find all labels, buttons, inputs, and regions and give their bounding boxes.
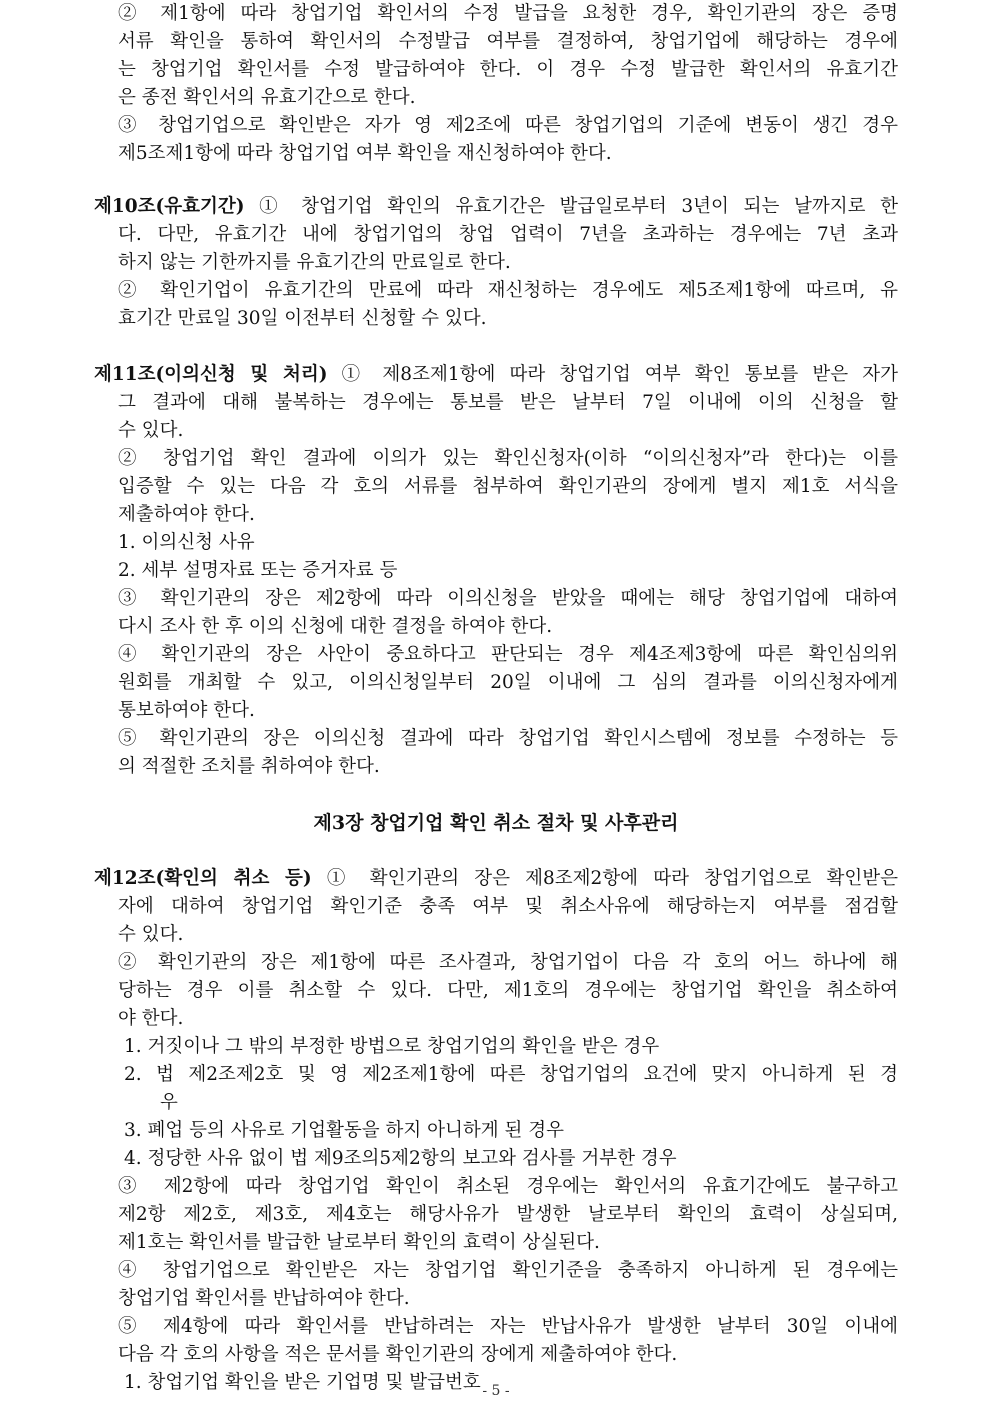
- article12-item-2: 2. 법 제2조제2호 및 영 제2조제1항에 따른 창업기업의 요건에 맞지 아니하게 된 경: [124, 1064, 898, 1085]
- article10-line-3: ② 확인기업이 유효기간의 만료에 따라 재신청하는 경우에도 제5조제1항에 따르며, 유: [118, 280, 898, 301]
- article12-line-10: 창업기업 확인서를 반납하여야 한다.: [118, 1288, 410, 1309]
- article12-first-line: [94, 865, 898, 893]
- article9-line-6: 제5조제1항에 따라 창업기업 여부 확인을 재신청하여야 한다.: [118, 143, 612, 164]
- article12-line-1: 자에 대하여 창업기업 확인기준 충족 여부 및 취소사유에 해당하는지 여부를 점검할: [118, 896, 898, 917]
- article9-line-2: 서류 확인을 통하여 확인서의 수정발급 여부를 결정하여, 창업기업에 해당하는 경우에: [118, 31, 898, 52]
- article12-line-6: ③ 제2항에 따라 창업기업 확인이 취소된 경우에는 확인서의 유효기간에도 불구하고: [118, 1176, 898, 1197]
- article10-line-4: 효기간 만료일 30일 이전부터 신청할 수 있다.: [118, 308, 487, 329]
- article12-title: 제12조(확인의 취소 등): [94, 868, 312, 889]
- article12-item-1: 1. 거짓이나 그 밖의 부정한 방법으로 창업기업의 확인을 받은 경우: [124, 1036, 660, 1057]
- article12-line-2: 수 있다.: [118, 924, 184, 945]
- article12-line-11: ⑤ 제4항에 따라 확인서를 반납하려는 자는 반납사유가 발생한 날부터 30일 이내에: [118, 1316, 898, 1337]
- article10-first-line: [94, 193, 898, 221]
- article12-line-3: ② 확인기관의 장은 제1항에 따른 조사결과, 창업기업이 다음 각 호의 어느 하나에 해: [118, 952, 898, 973]
- chapter-heading: 제3장 창업기업 확인 취소 절차 및 사후관리: [313, 812, 679, 834]
- article12-item-3: 3. 폐업 등의 사유로 기업활동을 하지 아니하게 된 경우: [124, 1120, 564, 1141]
- article10-line-2: 하지 않는 기한까지를 유효기간의 만료일로 한다.: [118, 252, 511, 273]
- article11-item-2: 2. 세부 설명자료 또는 증거자료 등: [118, 560, 398, 581]
- article11-line-4: 입증할 수 있는 다음 각 호의 서류를 첨부하여 확인기관의 장에게 별지 제1호 서식을: [118, 476, 898, 497]
- article11-line-13: ⑤ 확인기관의 장은 이의신청 결과에 따라 창업기업 확인시스템에 정보를 수정하는 등: [118, 728, 898, 749]
- article12-item-2-cont: 우: [160, 1092, 178, 1113]
- article10-line-1: 다. 다만, 유효기간 내에 창업기업의 창업 업력이 7년을 초과하는 경우에는 7년 초과: [118, 224, 898, 245]
- article9-line-4: 은 종전 확인서의 유효기간으로 한다.: [118, 87, 416, 108]
- article11-line-14: 의 적절한 조치를 취하여야 한다.: [118, 756, 380, 777]
- article11-item-1: 1. 이의신청 사유: [118, 532, 255, 553]
- article10-title: 제10조(유효기간): [94, 196, 245, 217]
- article11-title: 제11조(이의신청 및 처리): [94, 364, 328, 385]
- article12-item-4: 4. 정당한 사유 없이 법 제9조의5제2항의 보고와 검사를 거부한 경우: [124, 1148, 677, 1169]
- article12-final-item: 1. 창업기업 확인을 받은 기업명 및 발급번호: [124, 1372, 481, 1393]
- article12-line-12: 다음 각 호의 사항을 적은 문서를 확인기관의 장에게 제출하여야 한다.: [118, 1344, 678, 1365]
- article9-line-3: 는 창업기업 확인서를 수정 발급하여야 한다. 이 경우 수정 발급한 확인서의 유효기간: [118, 59, 898, 80]
- article11-line-10: ④ 확인기관의 장은 사안이 중요하다고 판단되는 경우 제4조제3항에 따른 확인심의위: [118, 644, 898, 665]
- article11-line-1: 그 결과에 대해 불복하는 경우에는 통보를 받은 날부터 7일 이내에 이의 신청을 할: [118, 392, 898, 413]
- article11-line-11: 원회를 개최할 수 있고, 이의신청일부터 20일 이내에 그 심의 결과를 이의신청자에게: [118, 672, 898, 693]
- article12-line-8: 제1호는 확인서를 발급한 날로부터 확인의 효력이 상실된다.: [118, 1232, 600, 1253]
- article12-line-5: 야 한다.: [118, 1008, 184, 1029]
- article9-line-5: ③ 창업기업으로 확인받은 자가 영 제2조에 따른 창업기업의 기준에 변동이 생긴 경우: [118, 115, 898, 136]
- article11-line-2: 수 있다.: [118, 420, 184, 441]
- article11-first-line: [94, 361, 898, 389]
- article9-line-1: ② 제1항에 따라 창업기업 확인서의 수정 발급을 요청한 경우, 확인기관의 장은 증명: [118, 3, 898, 24]
- page-number: - 5 -: [482, 1383, 510, 1399]
- article12-first-text: ① 확인기관의 장은 제8조제2항에 따라 창업기업으로 확인받은: [311, 868, 898, 889]
- article10-first-text: ① 창업기업 확인의 유효기간은 발급일로부터 3년이 되는 날까지로 한: [244, 196, 898, 217]
- article11-line-8: ③ 확인기관의 장은 제2항에 따라 이의신청을 받았을 때에는 해당 창업기업에 대하여: [118, 588, 898, 609]
- article11-line-5: 제출하여야 한다.: [118, 504, 255, 525]
- article12-line-7: 제2항 제2호, 제3호, 제4호는 해당사유가 발생한 날로부터 확인의 효력이 상실되며,: [118, 1204, 898, 1225]
- article12-line-4: 당하는 경우 이를 취소할 수 있다. 다만, 제1호의 경우에는 창업기업 확인을 취소하여: [118, 980, 898, 1001]
- article12-line-9: ④ 창업기업으로 확인받은 자는 창업기업 확인기준을 충족하지 아니하게 된 경우에는: [118, 1260, 898, 1281]
- article11-line-12: 통보하여야 한다.: [118, 700, 255, 721]
- article11-first-text: ① 제8조제1항에 따라 창업기업 여부 확인 통보를 받은 자가: [327, 364, 898, 385]
- article11-line-9: 다시 조사 한 후 이의 신청에 대한 결정을 하여야 한다.: [118, 616, 553, 637]
- article11-line-3: ② 창업기업 확인 결과에 이의가 있는 확인신청자(이하 “이의신청자”라 한다)는 이를: [118, 448, 898, 469]
